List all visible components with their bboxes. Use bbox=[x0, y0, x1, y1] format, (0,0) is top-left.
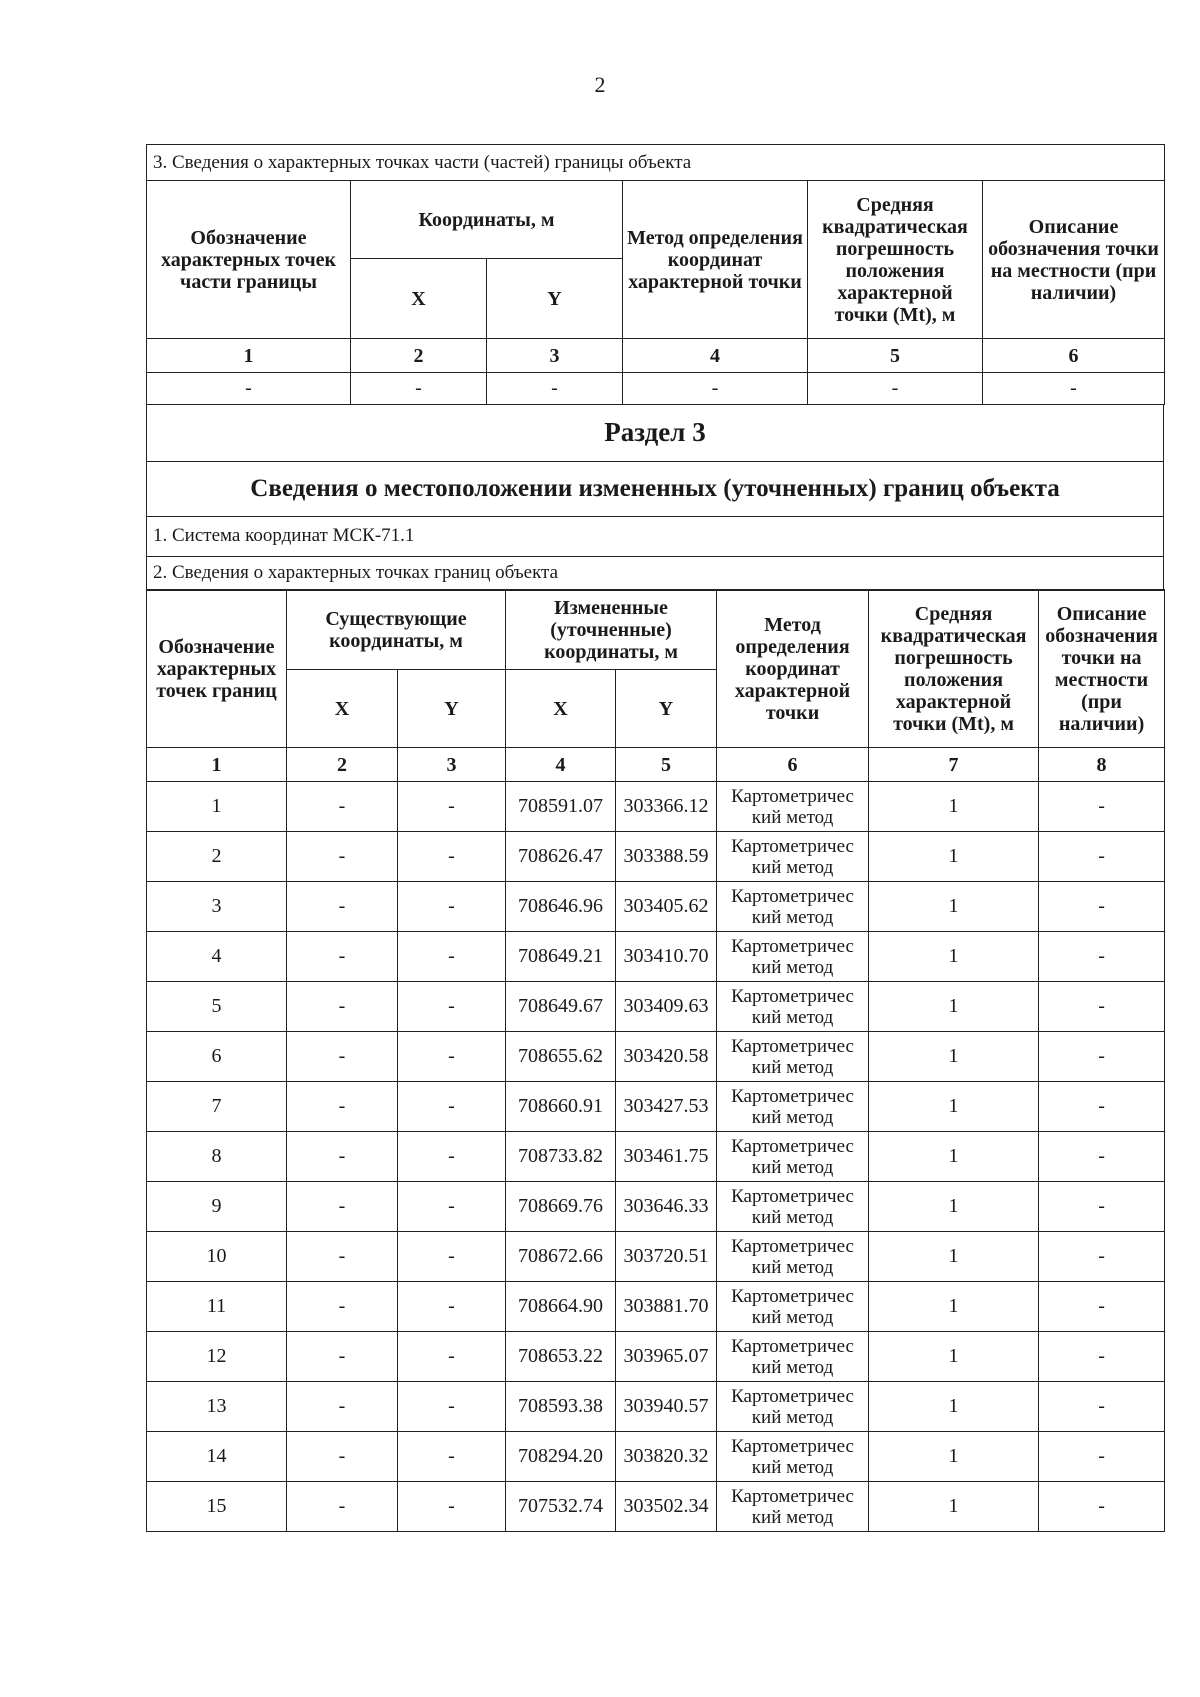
existing-y-cell: - bbox=[398, 882, 506, 932]
existing-y-cell: - bbox=[398, 1232, 506, 1282]
description-cell: - bbox=[1039, 982, 1165, 1032]
changed-x-cell: 708649.67 bbox=[506, 982, 616, 1032]
part-header-method: Метод определения координат характерной точки bbox=[623, 181, 808, 339]
changed-y-cell: 303940.57 bbox=[616, 1382, 717, 1432]
method-cell bbox=[717, 1332, 869, 1382]
method-line-2: кий метод bbox=[751, 1406, 834, 1428]
method-line-1: Картометричес bbox=[731, 1135, 854, 1157]
part-header-description: Описание обозначения точки на местности (при наличии) bbox=[983, 181, 1165, 339]
description-cell: - bbox=[1039, 1332, 1165, 1382]
existing-x-cell: - bbox=[287, 882, 398, 932]
existing-y-cell: - bbox=[398, 832, 506, 882]
method-cell bbox=[717, 1032, 869, 1082]
header-designation: Обозначение характерных точек границ bbox=[147, 590, 287, 748]
part-header-coordinates: Координаты, м bbox=[351, 181, 623, 259]
description-cell: - bbox=[1039, 1282, 1165, 1332]
part-caption: 3. Сведения о характерных точках части (частей) границы объекта bbox=[147, 145, 1165, 181]
colnum: 5 bbox=[616, 748, 717, 782]
points-rows bbox=[147, 782, 1165, 1532]
description-cell: - bbox=[1039, 832, 1165, 882]
document-frame bbox=[146, 144, 1164, 1532]
existing-y-cell: - bbox=[398, 1432, 506, 1482]
existing-y-cell: - bbox=[398, 1082, 506, 1132]
table-row bbox=[147, 1082, 1165, 1132]
accuracy-cell: 1 bbox=[869, 1182, 1039, 1232]
colnum: 1 bbox=[147, 748, 287, 782]
table-row bbox=[147, 1482, 1165, 1532]
accuracy-cell: 1 bbox=[869, 1432, 1039, 1482]
changed-y-cell: 303427.53 bbox=[616, 1082, 717, 1132]
method-line-1: Картометричес bbox=[731, 835, 854, 857]
existing-x-cell: - bbox=[287, 982, 398, 1032]
table-row bbox=[147, 1332, 1165, 1382]
part-colnum: 5 bbox=[808, 339, 983, 373]
method-line-2: кий метод bbox=[751, 956, 834, 978]
accuracy-cell: 1 bbox=[869, 882, 1039, 932]
method-line-1: Картометричес bbox=[731, 1335, 854, 1357]
existing-x-cell: - bbox=[287, 832, 398, 882]
description-cell: - bbox=[1039, 1032, 1165, 1082]
description-cell: - bbox=[1039, 932, 1165, 982]
accuracy-cell: 1 bbox=[869, 1482, 1039, 1532]
colnum: 6 bbox=[717, 748, 869, 782]
description-cell: - bbox=[1039, 782, 1165, 832]
method-cell bbox=[717, 1132, 869, 1182]
accuracy-cell: 1 bbox=[869, 832, 1039, 882]
changed-y-cell: 303461.75 bbox=[616, 1132, 717, 1182]
colnum: 2 bbox=[287, 748, 398, 782]
existing-x-cell: - bbox=[287, 1432, 398, 1482]
changed-y-cell: 303881.70 bbox=[616, 1282, 717, 1332]
method-line-2: кий метод bbox=[751, 856, 834, 878]
part-header-designation: Обозначение характерных точек части границы bbox=[147, 181, 351, 339]
table-row bbox=[147, 932, 1165, 982]
method-line-1: Картометричес bbox=[731, 1185, 854, 1207]
point-number-cell: 9 bbox=[147, 1182, 287, 1232]
header-existing: Существующие координаты, м bbox=[287, 590, 506, 670]
existing-y-cell: - bbox=[398, 1482, 506, 1532]
changed-x-cell: 708672.66 bbox=[506, 1232, 616, 1282]
changed-x-cell: 708655.62 bbox=[506, 1032, 616, 1082]
changed-y-cell: 303820.32 bbox=[616, 1432, 717, 1482]
existing-x-cell: - bbox=[287, 1482, 398, 1532]
method-line-1: Картометричес bbox=[731, 1285, 854, 1307]
method-cell bbox=[717, 882, 869, 932]
changed-x-cell: 708593.38 bbox=[506, 1382, 616, 1432]
point-number-cell: 2 bbox=[147, 832, 287, 882]
method-line-1: Картометричес bbox=[731, 785, 854, 807]
accuracy-cell: 1 bbox=[869, 1132, 1039, 1182]
points-table bbox=[146, 589, 1165, 1532]
method-line-2: кий метод bbox=[751, 906, 834, 928]
changed-x-cell: 708664.90 bbox=[506, 1282, 616, 1332]
existing-y-cell: - bbox=[398, 1182, 506, 1232]
header-changed-y: Y bbox=[616, 670, 717, 748]
description-cell: - bbox=[1039, 1382, 1165, 1432]
method-cell bbox=[717, 932, 869, 982]
table-row bbox=[147, 1232, 1165, 1282]
point-number-cell: 10 bbox=[147, 1232, 287, 1282]
part-cell: - bbox=[808, 373, 983, 405]
method-line-2: кий метод bbox=[751, 1356, 834, 1378]
changed-x-cell: 708660.91 bbox=[506, 1082, 616, 1132]
changed-y-cell: 303646.33 bbox=[616, 1182, 717, 1232]
point-number-cell: 8 bbox=[147, 1132, 287, 1182]
part-header-x: X bbox=[351, 259, 487, 339]
point-number-cell: 1 bbox=[147, 782, 287, 832]
section-header-table bbox=[146, 404, 1164, 591]
changed-y-cell: 303366.12 bbox=[616, 782, 717, 832]
method-line-2: кий метод bbox=[751, 1056, 834, 1078]
point-number-cell: 13 bbox=[147, 1382, 287, 1432]
method-line-1: Картометричес bbox=[731, 1235, 854, 1257]
point-number-cell: 7 bbox=[147, 1082, 287, 1132]
part-header-y: Y bbox=[487, 259, 623, 339]
description-cell: - bbox=[1039, 1432, 1165, 1482]
point-number-cell: 6 bbox=[147, 1032, 287, 1082]
method-cell bbox=[717, 982, 869, 1032]
method-line-1: Картометричес bbox=[731, 985, 854, 1007]
existing-y-cell: - bbox=[398, 782, 506, 832]
existing-x-cell: - bbox=[287, 1132, 398, 1182]
part-colnum: 4 bbox=[623, 339, 808, 373]
changed-x-cell: 708646.96 bbox=[506, 882, 616, 932]
description-cell: - bbox=[1039, 1482, 1165, 1532]
header-changed-x: X bbox=[506, 670, 616, 748]
accuracy-cell: 1 bbox=[869, 1032, 1039, 1082]
part-cell: - bbox=[623, 373, 808, 405]
accuracy-cell: 1 bbox=[869, 1382, 1039, 1432]
method-line-2: кий метод bbox=[751, 806, 834, 828]
part-cell: - bbox=[147, 373, 351, 405]
header-method: Метод определения координат характерной точки bbox=[717, 590, 869, 748]
existing-y-cell: - bbox=[398, 1132, 506, 1182]
table-row bbox=[147, 1032, 1165, 1082]
table-row bbox=[147, 832, 1165, 882]
method-cell bbox=[717, 1282, 869, 1332]
method-line-2: кий метод bbox=[751, 1256, 834, 1278]
section-title: Раздел 3 bbox=[147, 404, 1164, 461]
table-row bbox=[147, 1282, 1165, 1332]
changed-x-cell: 708591.07 bbox=[506, 782, 616, 832]
existing-y-cell: - bbox=[398, 1332, 506, 1382]
points-caption: 2. Сведения о характерных точках границ объекта bbox=[147, 556, 1164, 590]
existing-x-cell: - bbox=[287, 1332, 398, 1382]
method-cell bbox=[717, 1082, 869, 1132]
changed-x-cell: 707532.74 bbox=[506, 1482, 616, 1532]
accuracy-cell: 1 bbox=[869, 782, 1039, 832]
existing-x-cell: - bbox=[287, 1282, 398, 1332]
existing-y-cell: - bbox=[398, 1282, 506, 1332]
existing-y-cell: - bbox=[398, 1382, 506, 1432]
accuracy-cell: 1 bbox=[869, 1282, 1039, 1332]
existing-y-cell: - bbox=[398, 932, 506, 982]
changed-y-cell: 303502.34 bbox=[616, 1482, 717, 1532]
method-line-2: кий метод bbox=[751, 1306, 834, 1328]
header-changed: Измененные (уточненные) координаты, м bbox=[506, 590, 717, 670]
accuracy-cell: 1 bbox=[869, 932, 1039, 982]
point-number-cell: 3 bbox=[147, 882, 287, 932]
header-existing-y: Y bbox=[398, 670, 506, 748]
part-colnum: 2 bbox=[351, 339, 487, 373]
description-cell: - bbox=[1039, 1132, 1165, 1182]
changed-x-cell: 708294.20 bbox=[506, 1432, 616, 1482]
changed-y-cell: 303409.63 bbox=[616, 982, 717, 1032]
accuracy-cell: 1 bbox=[869, 1232, 1039, 1282]
part-cell: - bbox=[487, 373, 623, 405]
point-number-cell: 11 bbox=[147, 1282, 287, 1332]
header-existing-x: X bbox=[287, 670, 398, 748]
table-row bbox=[147, 882, 1165, 932]
method-cell bbox=[717, 1232, 869, 1282]
method-cell bbox=[717, 1182, 869, 1232]
description-cell: - bbox=[1039, 1232, 1165, 1282]
existing-x-cell: - bbox=[287, 1082, 398, 1132]
part-colnum: 6 bbox=[983, 339, 1165, 373]
method-line-2: кий метод bbox=[751, 1106, 834, 1128]
table-row bbox=[147, 982, 1165, 1032]
accuracy-cell: 1 bbox=[869, 1082, 1039, 1132]
method-line-1: Картометричес bbox=[731, 1035, 854, 1057]
accuracy-cell: 1 bbox=[869, 1332, 1039, 1382]
method-line-2: кий метод bbox=[751, 1006, 834, 1028]
part-colnum: 1 bbox=[147, 339, 351, 373]
method-line-1: Картометричес bbox=[731, 1085, 854, 1107]
existing-x-cell: - bbox=[287, 932, 398, 982]
coord-system: 1. Система координат МСК-71.1 bbox=[147, 516, 1164, 556]
changed-y-cell: 303405.62 bbox=[616, 882, 717, 932]
changed-x-cell: 708653.22 bbox=[506, 1332, 616, 1382]
method-line-2: кий метод bbox=[751, 1506, 834, 1528]
table-row bbox=[147, 1132, 1165, 1182]
changed-x-cell: 708733.82 bbox=[506, 1132, 616, 1182]
method-cell bbox=[717, 1382, 869, 1432]
method-line-1: Картометричес bbox=[731, 1485, 854, 1507]
changed-y-cell: 303720.51 bbox=[616, 1232, 717, 1282]
existing-x-cell: - bbox=[287, 1382, 398, 1432]
description-cell: - bbox=[1039, 882, 1165, 932]
description-cell: - bbox=[1039, 1182, 1165, 1232]
colnum: 3 bbox=[398, 748, 506, 782]
method-cell bbox=[717, 1482, 869, 1532]
section-subtitle: Сведения о местоположении измененных (уточненных) границ объекта bbox=[147, 461, 1164, 516]
point-number-cell: 15 bbox=[147, 1482, 287, 1532]
method-line-1: Картометричес bbox=[731, 885, 854, 907]
part-cell: - bbox=[351, 373, 487, 405]
table-row bbox=[147, 1382, 1165, 1432]
header-accuracy: Средняя квадратическая погрешность положения характерной точки (Mt), м bbox=[869, 590, 1039, 748]
existing-x-cell: - bbox=[287, 1032, 398, 1082]
point-number-cell: 14 bbox=[147, 1432, 287, 1482]
changed-x-cell: 708626.47 bbox=[506, 832, 616, 882]
table-row bbox=[147, 1432, 1165, 1482]
accuracy-cell: 1 bbox=[869, 982, 1039, 1032]
point-number-cell: 12 bbox=[147, 1332, 287, 1382]
existing-x-cell: - bbox=[287, 1182, 398, 1232]
colnum: 7 bbox=[869, 748, 1039, 782]
point-number-cell: 4 bbox=[147, 932, 287, 982]
part-header-accuracy: Средняя квадратическая погрешность положения характерной точки (Mt), м bbox=[808, 181, 983, 339]
changed-x-cell: 708669.76 bbox=[506, 1182, 616, 1232]
changed-y-cell: 303965.07 bbox=[616, 1332, 717, 1382]
existing-y-cell: - bbox=[398, 1032, 506, 1082]
header-description: Описание обозначения точки на местности (при наличии) bbox=[1039, 590, 1165, 748]
changed-y-cell: 303420.58 bbox=[616, 1032, 717, 1082]
part-cell: - bbox=[983, 373, 1165, 405]
method-cell bbox=[717, 1432, 869, 1482]
colnum: 8 bbox=[1039, 748, 1165, 782]
changed-x-cell: 708649.21 bbox=[506, 932, 616, 982]
point-number-cell: 5 bbox=[147, 982, 287, 1032]
existing-x-cell: - bbox=[287, 1232, 398, 1282]
method-line-1: Картометричес bbox=[731, 1385, 854, 1407]
description-cell: - bbox=[1039, 1082, 1165, 1132]
page-number: 2 bbox=[594, 72, 606, 97]
table-row bbox=[147, 782, 1165, 832]
table-row bbox=[147, 1182, 1165, 1232]
method-line-2: кий метод bbox=[751, 1206, 834, 1228]
changed-y-cell: 303388.59 bbox=[616, 832, 717, 882]
changed-y-cell: 303410.70 bbox=[616, 932, 717, 982]
existing-x-cell: - bbox=[287, 782, 398, 832]
method-line-2: кий метод bbox=[751, 1156, 834, 1178]
colnum: 4 bbox=[506, 748, 616, 782]
existing-y-cell: - bbox=[398, 982, 506, 1032]
method-cell bbox=[717, 832, 869, 882]
method-line-1: Картометричес bbox=[731, 935, 854, 957]
part-colnum: 3 bbox=[487, 339, 623, 373]
method-line-1: Картометричес bbox=[731, 1435, 854, 1457]
method-cell bbox=[717, 782, 869, 832]
part-points-table bbox=[146, 144, 1165, 405]
method-line-2: кий метод bbox=[751, 1456, 834, 1478]
